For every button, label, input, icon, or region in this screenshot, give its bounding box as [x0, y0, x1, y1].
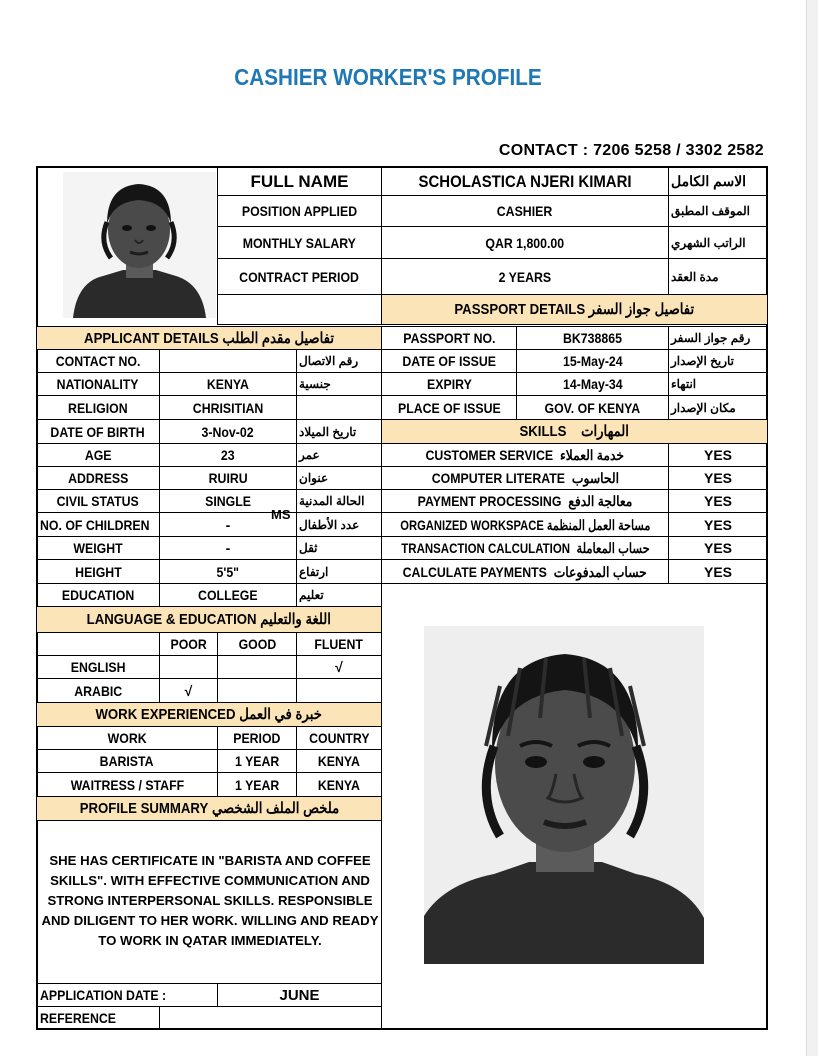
passport-details-title-ar: تفاصيل جواز السفر — [589, 301, 695, 318]
skill-value-computer-literate — [668, 466, 768, 490]
contract-period-value-text: 2 YEARS — [498, 268, 552, 285]
application-date-value — [217, 983, 382, 1007]
passport-details-header — [381, 294, 768, 325]
monthly-salary-arabic-text: الراتب الشهري — [671, 235, 746, 250]
language-header-good-text: GOOD — [238, 636, 276, 652]
position-applied-arabic-text: الموقف المطبق — [671, 204, 751, 218]
skill-value-organized-workspace — [668, 512, 768, 537]
skill-name-ar: حساب المعاملة — [575, 540, 650, 556]
work-header-work — [36, 726, 218, 750]
reference-label-text: REFERENCE — [40, 1010, 116, 1026]
address-value-text: RUIRU — [208, 470, 248, 486]
language-arabic-fluent — [296, 678, 382, 703]
nationality-value — [159, 372, 297, 396]
monthly-salary-value — [381, 226, 669, 259]
contract-period-arabic — [668, 258, 768, 295]
skills-title-ar: المهارات — [581, 423, 630, 440]
religion-value — [159, 395, 297, 420]
height-value-text: 5'5" — [216, 563, 240, 580]
nationality-arabic — [296, 372, 382, 396]
photo-cell-bottom — [217, 294, 382, 325]
language-english-label — [36, 655, 160, 679]
contact-no-label-text: CONTACT NO. — [55, 353, 141, 369]
address-value — [159, 466, 297, 490]
education-value — [159, 583, 297, 607]
work-title-en: WORK EXPERIENCED — [95, 706, 236, 723]
work-row-2-period — [217, 772, 297, 797]
contact-no-arabic-text: رقم الاتصال — [299, 354, 359, 368]
work-row-2-period-text: 1 YEAR — [234, 776, 280, 793]
full-name-arabic-text: الاسم الكامل — [671, 173, 747, 189]
work-experience-header — [36, 702, 382, 727]
expiry-value — [516, 372, 669, 396]
passport-no-arabic — [668, 326, 768, 350]
reference-value — [159, 1006, 382, 1030]
work-header-country-text: COUNTRY — [308, 730, 370, 746]
check-mark: √ — [335, 659, 343, 675]
children-value-text: - — [225, 516, 231, 533]
children-label — [36, 512, 160, 537]
weight-value — [159, 536, 297, 560]
skill-value-text: YES — [703, 447, 732, 463]
skill-name-ar: خدمة العملاء — [560, 447, 625, 463]
monthly-salary-label-text: MONTHLY SALARY — [242, 234, 357, 251]
skill-name-ar: معالجة الدفع — [568, 493, 633, 509]
expiry-label-text: EXPIRY — [426, 376, 472, 392]
full-name-value — [381, 166, 669, 196]
position-applied-arabic — [668, 195, 768, 227]
religion-value-text: CHRISITIAN — [192, 399, 264, 416]
skill-value-transaction-calculation — [668, 536, 768, 560]
skill-name-en: PAYMENT PROCESSING — [417, 493, 562, 509]
education-label — [36, 583, 160, 607]
weight-arabic-text: ثقل — [299, 541, 318, 555]
date-of-issue-arabic-text: تاريخ الإصدار — [671, 354, 735, 368]
passport-no-arabic-text: رقم جواز السفر — [671, 331, 751, 345]
language-education-header — [36, 606, 382, 633]
skill-row-computer-literate — [381, 466, 669, 490]
full-name-value-text: SCHOLASTICA NJERI KIMARI — [418, 171, 632, 191]
education-value-text: COLLEGE — [198, 587, 258, 603]
work-row-1-country — [296, 749, 382, 773]
skill-text — [431, 471, 618, 485]
summary-title-en: PROFILE SUMMARY — [79, 800, 208, 817]
skill-row-payment-processing — [381, 489, 669, 513]
full-name-label-text: FULL NAME — [250, 171, 349, 191]
work-title-ar: خبرة في العمل — [239, 706, 323, 723]
height-arabic — [296, 559, 382, 584]
date-of-birth-arabic-text: تاريخ الميلاد — [299, 424, 357, 439]
language-english-good — [217, 655, 297, 679]
work-header-period — [217, 726, 297, 750]
skill-name-en: CALCULATE PAYMENTS — [402, 563, 548, 580]
contract-period-value — [381, 258, 669, 295]
date-of-birth-arabic — [296, 419, 382, 444]
skill-row-organized-workspace — [381, 512, 669, 537]
expiry-arabic-text: انتهاء — [671, 377, 697, 391]
large-photo-frame — [381, 583, 768, 1030]
work-experience-title — [96, 707, 322, 722]
weight-label — [36, 536, 160, 560]
language-education-title — [87, 612, 331, 627]
skill-value-calculate-payments — [668, 559, 768, 584]
full-name-label — [217, 166, 382, 196]
skill-name-ar: الحاسوب — [571, 470, 619, 486]
language-header-fluent — [296, 632, 382, 656]
language-title-ar: اللغة والتعليم — [260, 611, 332, 628]
monthly-salary-arabic — [668, 226, 768, 259]
weight-arabic — [296, 536, 382, 560]
language-arabic-text: ARABIC — [74, 682, 122, 699]
expiry-value-text: 14-May-34 — [562, 376, 623, 392]
skill-name-ar: حساب المدفوعات — [553, 563, 648, 580]
page-edge — [806, 0, 818, 1056]
date-of-issue-label — [381, 349, 517, 373]
civil-status-label-text: CIVIL STATUS — [56, 493, 140, 509]
skill-name-en: ORGANIZED WORKSPACE — [399, 516, 544, 533]
place-of-issue-label — [381, 395, 517, 420]
skill-row-calculate-payments — [381, 559, 669, 584]
date-of-issue-value — [516, 349, 669, 373]
skill-text — [403, 565, 647, 579]
passport-details-title-en: PASSPORT DETAILS — [454, 301, 586, 318]
work-row-2-work-text: WAITRESS / STAFF — [70, 776, 184, 793]
work-header-country — [296, 726, 382, 750]
height-value — [159, 559, 297, 584]
skill-row-customer-service — [381, 443, 669, 467]
skill-value-text: YES — [703, 540, 732, 556]
applicant-details-title — [84, 331, 334, 346]
nationality-value-text: KENYA — [206, 376, 249, 392]
place-of-issue-value — [516, 395, 669, 420]
application-date-label-text: APPLICATION DATE : — [40, 987, 167, 1003]
expiry-label — [381, 372, 517, 396]
work-row-2-work — [36, 772, 218, 797]
expiry-arabic — [668, 372, 768, 396]
position-applied-value — [381, 195, 669, 227]
work-row-1-work-text: BARISTA — [100, 753, 154, 769]
children-label-text: NO. OF CHILDREN — [40, 516, 150, 533]
applicant-details-title-en: APPLICANT DETAILS — [84, 329, 219, 347]
address-arabic-text: عنوان — [299, 471, 329, 485]
skill-value-text: YES — [703, 563, 732, 580]
education-arabic — [296, 583, 382, 607]
age-value — [159, 443, 297, 467]
education-label-text: EDUCATION — [61, 587, 135, 603]
language-header-good — [217, 632, 297, 656]
language-english-text: ENGLISH — [70, 659, 126, 675]
date-of-birth-value-text: 3-Nov-02 — [201, 423, 255, 440]
religion-arabic — [296, 395, 382, 420]
place-of-issue-arabic — [668, 395, 768, 420]
height-arabic-text: ارتفاع — [299, 564, 329, 579]
application-date-value-text: JUNE — [279, 986, 320, 1004]
civil-status-arabic — [296, 489, 382, 513]
place-of-issue-value-text: GOV. OF KENYA — [544, 399, 641, 416]
skill-name-ar: مساحة العمل المنظمة — [546, 516, 651, 533]
profile-summary-title — [79, 801, 339, 816]
skill-value-text: YES — [703, 493, 732, 509]
application-date-label — [36, 983, 218, 1007]
position-applied-value-text: CASHIER — [497, 203, 553, 219]
work-row-1-period — [217, 749, 297, 773]
date-of-issue-label-text: DATE OF ISSUE — [402, 353, 496, 369]
position-applied-label-text: POSITION APPLIED — [241, 203, 358, 219]
date-of-birth-label — [36, 419, 160, 444]
contact-line: CONTACT : 7206 5258 / 3302 2582 — [498, 142, 764, 159]
skill-text — [426, 448, 625, 462]
contract-period-arabic-text: مدة العقد — [671, 269, 719, 284]
children-arabic-text: عدد الأطفال — [299, 517, 360, 532]
language-header-poor-text: POOR — [170, 636, 207, 652]
position-applied-label — [217, 195, 382, 227]
applicant-photo-small — [63, 172, 216, 318]
language-english-fluent — [296, 655, 382, 679]
contract-period-label — [217, 258, 382, 295]
language-arabic-label — [36, 678, 160, 703]
skills-header — [381, 419, 768, 444]
education-arabic-text: تعليم — [299, 588, 324, 602]
height-label — [36, 559, 160, 584]
contact-no-value — [159, 349, 297, 373]
skill-value-text: YES — [703, 470, 732, 486]
language-title-en: LANGUAGE & EDUCATION — [86, 611, 257, 628]
contact-no-arabic — [296, 349, 382, 373]
passport-details-title — [455, 302, 695, 317]
date-of-issue-value-text: 15-May-24 — [562, 353, 623, 369]
skills-title — [520, 424, 630, 439]
skill-value-payment-processing — [668, 489, 768, 513]
weight-label-text: WEIGHT — [73, 540, 123, 556]
date-of-birth-label-text: DATE OF BIRTH — [50, 423, 146, 440]
monthly-salary-value-text: QAR 1,800.00 — [485, 234, 565, 251]
page-title: CASHIER WORKER'S PROFILE — [234, 64, 542, 90]
age-arabic — [296, 443, 382, 467]
civil-status-label — [36, 489, 160, 513]
address-label-text: ADDRESS — [67, 470, 129, 486]
civil-status-value-text: SINGLE — [205, 493, 251, 509]
religion-label — [36, 395, 160, 420]
skill-value-customer-service — [668, 443, 768, 467]
work-header-period-text: PERIOD — [233, 730, 281, 746]
passport-no-label-text: PASSPORT NO. — [402, 330, 496, 346]
work-row-2-country — [296, 772, 382, 797]
skill-name-en: CUSTOMER SERVICE — [425, 447, 554, 463]
skill-text — [401, 541, 649, 555]
applicant-details-title-ar: تفاصيل مقدم الطلب — [222, 329, 334, 347]
language-header-fluent-text: FLUENT — [314, 636, 364, 652]
full-name-arabic — [668, 166, 768, 196]
skill-text — [418, 494, 633, 508]
children-arabic — [296, 512, 382, 537]
address-label — [36, 466, 160, 490]
contract-period-label-text: CONTRACT PERIOD — [239, 268, 360, 285]
reference-label — [36, 1006, 160, 1030]
skills-title-en: SKILLS — [519, 423, 567, 440]
place-of-issue-arabic-text: مكان الإصدار — [671, 400, 736, 415]
weight-value-text: - — [225, 540, 231, 556]
language-english-poor — [159, 655, 218, 679]
passport-no-value — [516, 326, 669, 350]
passport-no-value-text: BK738865 — [563, 330, 622, 346]
check-mark: √ — [184, 682, 193, 699]
passport-no-label — [381, 326, 517, 350]
age-label — [36, 443, 160, 467]
address-arabic — [296, 466, 382, 490]
nationality-label — [36, 372, 160, 396]
skill-value-text: YES — [703, 516, 732, 533]
work-row-2-country-text: KENYA — [317, 776, 360, 793]
skill-row-transaction-calculation — [381, 536, 669, 560]
summary-title-ar: ملخص الملف الشخصي — [211, 800, 339, 817]
monthly-salary-label — [217, 226, 382, 259]
nationality-label-text: NATIONALITY — [57, 376, 139, 392]
skill-text — [400, 518, 650, 532]
skill-name-en: COMPUTER LITERATE — [431, 470, 565, 486]
language-header-poor — [159, 632, 218, 656]
age-label-text: AGE — [84, 447, 112, 463]
place-of-issue-label-text: PLACE OF ISSUE — [397, 399, 501, 416]
height-label-text: HEIGHT — [74, 563, 122, 580]
age-arabic-text: عمر — [299, 448, 320, 462]
religion-label-text: RELIGION — [68, 399, 128, 416]
date-of-birth-value — [159, 419, 297, 444]
applicant-details-header — [36, 326, 382, 350]
work-header-work-text: WORK — [107, 730, 147, 746]
contact-no-label — [36, 349, 160, 373]
skill-name-en: TRANSACTION CALCULATION — [400, 540, 570, 556]
language-arabic-poor — [159, 678, 218, 703]
work-row-1-work — [36, 749, 218, 773]
language-header-blank — [36, 632, 160, 656]
profile-summary-text: SHE HAS CERTIFICATE IN "BARISTA AND COFFEE SKILLS". WITH EFFECTIVE COMMUNICATION AND STRONG INTERPERSONAL SKILLS. RESPONSIBLE AND DILIGENT TO HER WORK. WILLING AND READY TO WORK IN QATAR IMMEDIATELY. — [41, 853, 379, 948]
date-of-issue-arabic — [668, 349, 768, 373]
work-row-1-country-text: KENYA — [317, 753, 360, 769]
nationality-arabic-text: جنسية — [299, 377, 331, 391]
work-row-1-period-text: 1 YEAR — [234, 753, 280, 769]
language-arabic-good — [217, 678, 297, 703]
civil-status-arabic-text: الحالة المدنية — [299, 494, 365, 508]
ms-overlay-text: MS — [271, 507, 291, 522]
age-value-text: 23 — [221, 447, 235, 463]
